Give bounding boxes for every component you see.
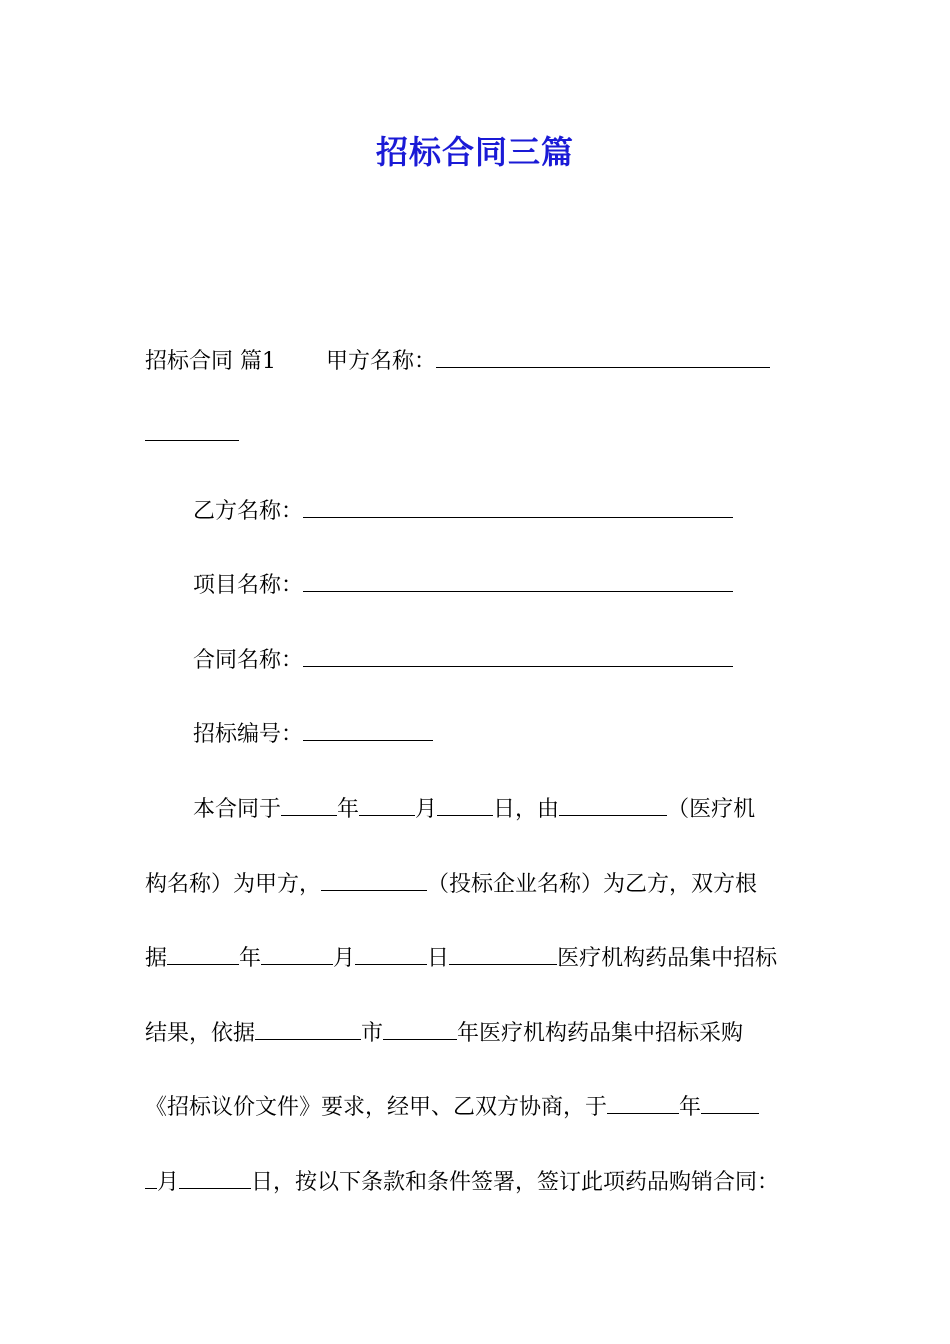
para-text: 月 <box>415 797 438 822</box>
party-a-label: 甲方名称： <box>326 349 437 374</box>
project-blank <box>303 569 733 592</box>
document-title: 招标合同三篇 <box>375 133 574 171</box>
para-line-2 <box>145 868 811 900</box>
bid-number-line <box>193 718 811 750</box>
month-blank <box>261 942 333 965</box>
city-blank <box>255 1017 361 1040</box>
party-a-blank <box>436 345 770 368</box>
year-blank <box>281 793 337 816</box>
para-text: 日 <box>427 946 450 971</box>
para-text: 日，由 <box>493 797 560 822</box>
para-text: 结果，依据 <box>145 1021 256 1046</box>
institution-blank <box>559 793 667 816</box>
day-blank <box>437 793 493 816</box>
para-text: 《招标议价文件》要求，经甲、乙双方协商，于 <box>145 1095 608 1120</box>
bid-number-label: 招标编号： <box>193 722 304 747</box>
month-blank <box>701 1091 759 1114</box>
project-label: 项目名称： <box>193 573 304 598</box>
party-b-line <box>193 495 811 527</box>
para-line-1 <box>193 793 811 825</box>
para-text: 市 <box>361 1021 384 1046</box>
month-blank-cont <box>145 1166 157 1189</box>
bidder-blank <box>321 868 427 891</box>
para-text: （投标企业名称）为乙方，双方根 <box>427 872 758 897</box>
year-blank <box>607 1091 679 1114</box>
party-a-blank-cont <box>145 418 239 441</box>
para-text: 医疗机构药品集中招标 <box>557 946 778 971</box>
party-a-continuation <box>145 418 811 450</box>
party-b-blank <box>303 495 733 518</box>
para-line-3 <box>145 942 811 974</box>
para-text: 年 <box>239 946 262 971</box>
bid-number-blank <box>303 718 433 741</box>
region-blank <box>449 942 557 965</box>
section-heading: 招标合同 篇1 <box>145 349 276 374</box>
para-text: 日，按以下条款和条件签署，签订此项药品购销合同： <box>251 1170 780 1195</box>
para-line-5 <box>145 1091 811 1123</box>
para-line-6 <box>145 1166 811 1198</box>
day-blank <box>179 1166 251 1189</box>
para-text: 月 <box>157 1170 180 1195</box>
contract-line <box>193 644 811 676</box>
para-line-4 <box>145 1017 811 1049</box>
party-b-label: 乙方名称： <box>193 499 304 524</box>
para-text: 月 <box>333 946 356 971</box>
para-text: （医疗机 <box>667 797 756 822</box>
para-text: 年 <box>337 797 360 822</box>
para-text: 构名称）为甲方， <box>145 872 322 897</box>
month-blank <box>359 793 415 816</box>
para-text: 年 <box>679 1095 702 1120</box>
project-line <box>193 569 811 601</box>
day-blank <box>355 942 427 965</box>
para-text: 年医疗机构药品集中招标采购 <box>457 1021 744 1046</box>
year-blank <box>167 942 239 965</box>
contract-label: 合同名称： <box>193 648 304 673</box>
para-text: 本合同于 <box>193 797 282 822</box>
year-blank <box>383 1017 457 1040</box>
contract-blank <box>303 644 733 667</box>
para-text: 据 <box>145 946 168 971</box>
heading-line <box>145 345 811 377</box>
